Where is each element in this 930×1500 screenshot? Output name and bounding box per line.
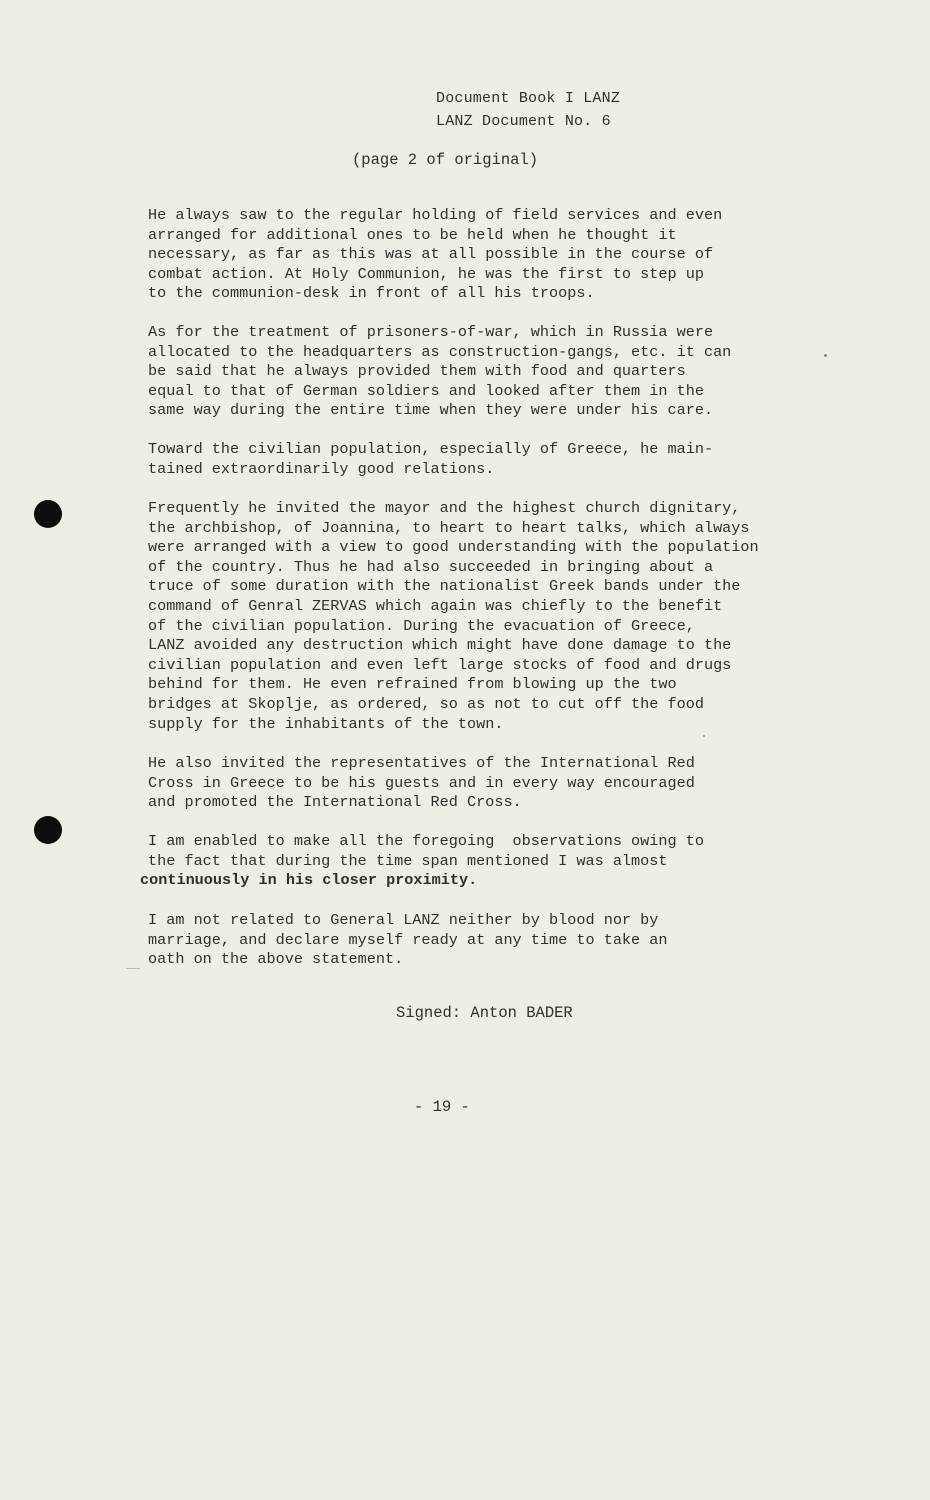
- text-line: same way during the entire time when they were under his care.: [148, 401, 714, 420]
- text-line: He always saw to the regular holding of field services and even: [148, 206, 723, 224]
- text-line: allocated to the headquarters as construction-gangs, etc. it can: [148, 342, 732, 361]
- signature-line: Signed: Anton BADER: [396, 1004, 573, 1022]
- text-line: bridges at Skoplje, as ordered, so as not to cut off the food: [148, 694, 704, 713]
- text-line: I am enabled to make all the foregoing observations owing to: [148, 832, 704, 850]
- text-line: tained extraordinarily good relations.: [148, 459, 495, 478]
- text-line: command of Genral ZERVAS which again was chiefly to the benefit: [148, 596, 723, 615]
- text-line: continuously in his closer proximity.: [140, 871, 478, 890]
- text-line: the archbishop, of Joannina, to heart to heart talks, which always: [148, 518, 750, 537]
- text-line: and promoted the International Red Cross.: [148, 793, 522, 812]
- text-line: be said that he always provided them with food and quarters: [148, 362, 686, 381]
- text-line: LANZ avoided any destruction which might have done damage to the: [148, 636, 732, 655]
- text-line: He also invited the representatives of the International Red: [148, 754, 695, 772]
- text-line: to the communion-desk in front of all his troops.: [148, 284, 595, 303]
- text-line: supply for the inhabitants of the town.: [148, 714, 504, 733]
- punch-hole-lower: [34, 816, 62, 844]
- text-line: civilian population and even left large stocks of food and drugs: [148, 655, 732, 674]
- paper-speck: [703, 735, 705, 737]
- text-line: of the country. Thus he had also succeeded in bringing about a: [148, 557, 714, 576]
- text-line: Frequently he invited the mayor and the highest church dignitary,: [148, 499, 741, 517]
- text-line: truce of some duration with the nationalist Greek bands under the: [148, 577, 741, 596]
- text-line: I am not related to General LANZ neither by blood nor by: [148, 911, 659, 929]
- punch-hole-upper: [34, 500, 62, 528]
- text-line: marriage, and declare myself ready at any time to take an: [148, 930, 668, 949]
- paragraph-greece-relations: [148, 499, 808, 734]
- document-number: LANZ Document No. 6: [436, 113, 611, 130]
- text-line: of the civilian population. During the evacuation of Greece,: [148, 616, 695, 635]
- paragraph-declaration: [148, 911, 808, 970]
- page-number: - 19 -: [414, 1098, 470, 1116]
- text-line: the fact that during the time span mentioned I was almost: [148, 851, 668, 870]
- paragraph-field-services: [148, 206, 808, 304]
- text-line: equal to that of German soldiers and looked after them in the: [148, 381, 704, 400]
- paragraph-red-cross: [148, 754, 808, 813]
- text-line: As for the treatment of prisoners-of-war, which in Russia were: [148, 323, 714, 341]
- paper-speck: [824, 354, 827, 357]
- text-line: arranged for additional ones to be held when he thought it: [148, 225, 677, 244]
- text-line: Cross in Greece to be his guests and in every way encouraged: [148, 773, 695, 792]
- text-line: combat action. At Holy Communion, he was the first to step up: [148, 264, 704, 283]
- paper-mark: [126, 968, 140, 969]
- page-subtitle: (page 2 of original): [352, 151, 539, 169]
- paragraph-prisoners-of-war: [148, 323, 808, 421]
- text-line: oath on the above statement.: [148, 950, 404, 969]
- paragraph-observations: [140, 832, 808, 891]
- text-line: were arranged with a view to good understanding with the population: [148, 538, 759, 557]
- text-line: necessary, as far as this was at all possible in the course of: [148, 245, 714, 264]
- text-line: behind for them. He even refrained from blowing up the two: [148, 675, 677, 694]
- document-book-title: Document Book I LANZ: [436, 90, 621, 107]
- text-line: Toward the civilian population, especially of Greece, he main-: [148, 440, 714, 458]
- paragraph-civilian-population: [148, 440, 808, 479]
